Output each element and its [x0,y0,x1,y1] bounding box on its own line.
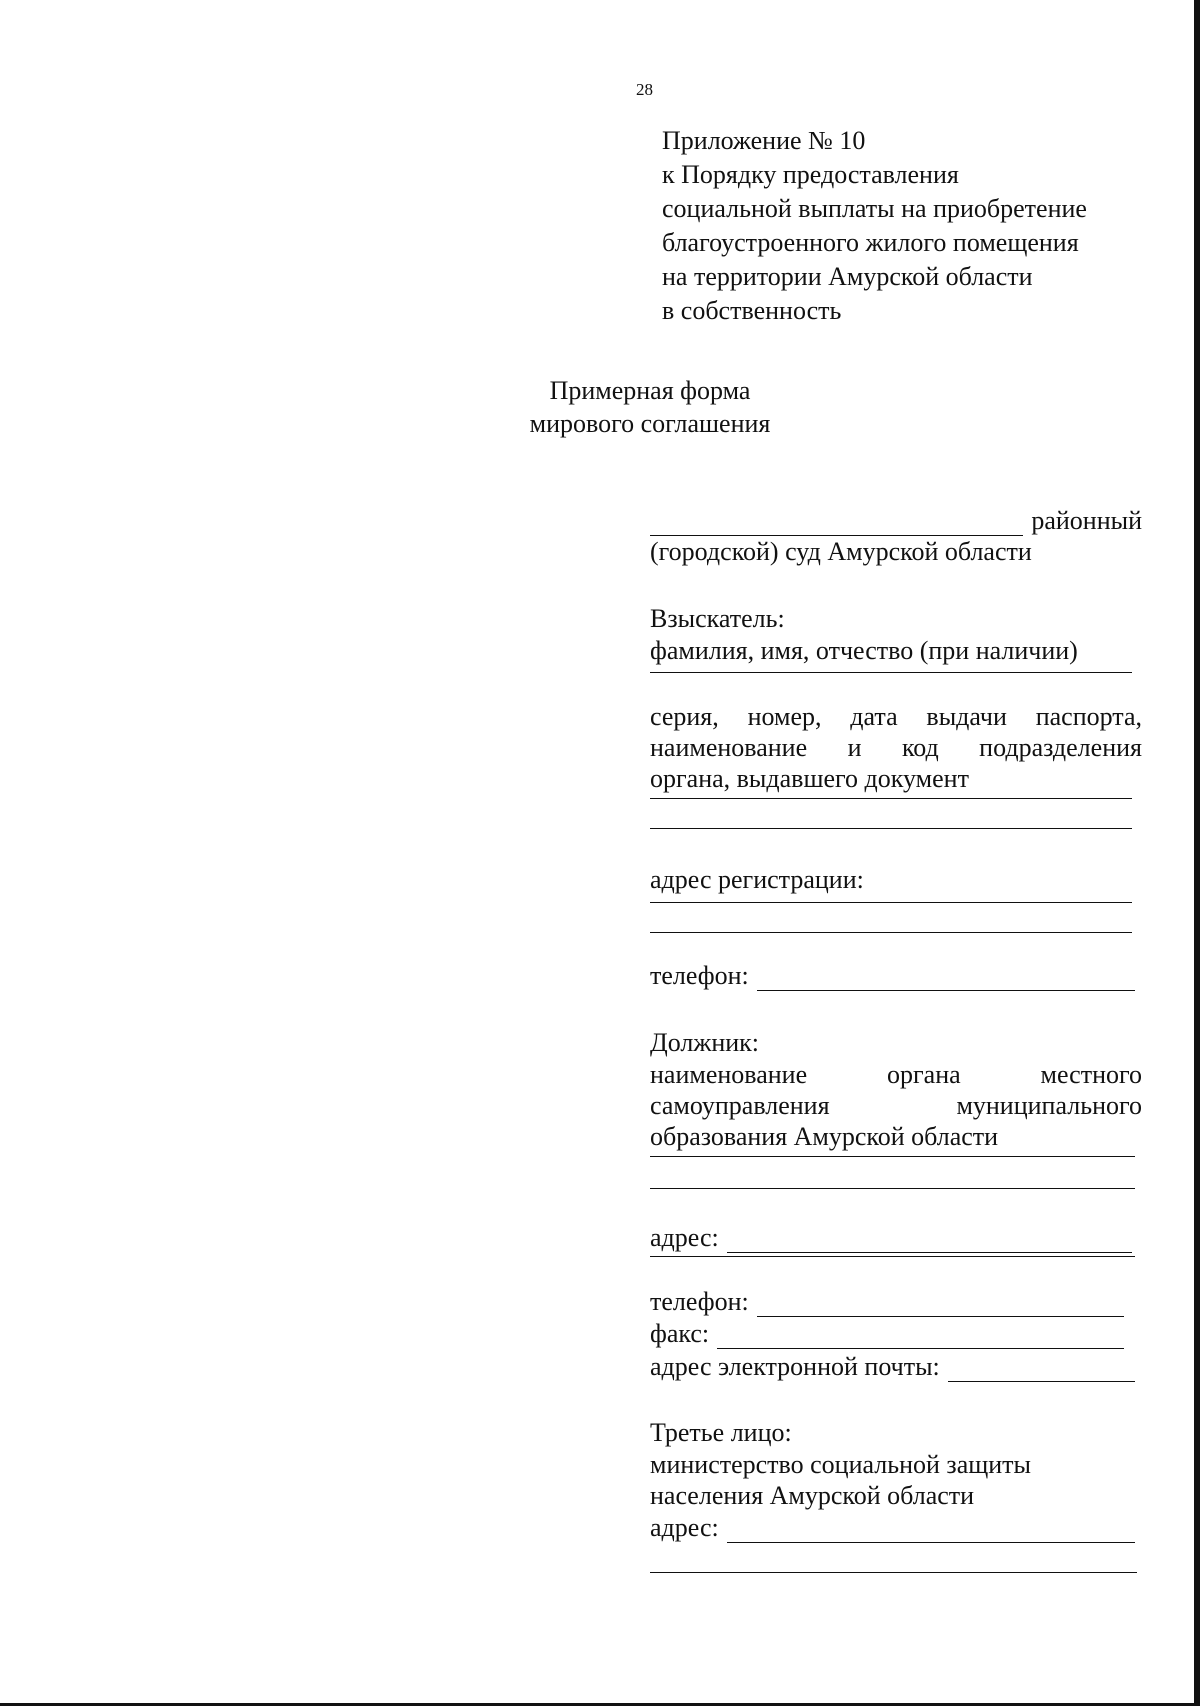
debtor-desc-line: самоуправления муниципального [650,1091,1142,1120]
debtor-name-blank-2[interactable] [650,1188,1135,1189]
debtor-phone-blank[interactable] [757,1292,1124,1317]
third-party-address-blank-2[interactable] [650,1572,1137,1573]
debtor-email-blank[interactable] [948,1357,1135,1382]
page-number: 28 [636,80,653,99]
debtor-address-row [650,1222,1132,1253]
claimant-name-label: фамилия, имя, отчество (при наличии) [650,636,1078,665]
claimant-passport-blank-2[interactable] [650,828,1132,829]
third-party-address-row [650,1512,1135,1543]
form-title-line1: Примерная форма [549,376,751,405]
debtor-email-row [650,1351,1135,1382]
debtor-address-label: адрес: [650,1223,719,1252]
third-party-name-line: министерство социальной защиты [650,1450,1032,1479]
debtor-desc-line: образования Амурской области [650,1122,999,1151]
claimant-passport-label [650,701,1142,794]
form-title-line2: мирового соглашения [529,409,771,438]
third-party-name [650,1449,1142,1511]
claimant-name-blank[interactable] [650,672,1132,673]
claimant-heading: Взыскатель: [650,604,785,633]
claimant-phone-label: телефон: [650,961,749,990]
third-party-heading: Третье лицо: [650,1418,792,1447]
debtor-desc [650,1059,1142,1152]
court-block [650,505,1142,567]
form-title [0,374,1200,440]
debtor-phone-label: телефон: [650,1287,749,1316]
claimant-phone-blank[interactable] [757,966,1135,991]
passport-line: органа, выдавшего документ [650,764,969,793]
court-name-blank[interactable] [650,509,1023,536]
appendix-header [662,124,1087,328]
court-suffix: районный [1031,506,1142,535]
appendix-line: Приложение № 10 [662,126,866,155]
appendix-line: на территории Амурской области [662,262,1033,291]
debtor-name-blank-1[interactable] [650,1156,1135,1157]
debtor-heading: Должник: [650,1028,760,1057]
claimant-phone-row [650,960,1135,991]
court-line2: (городской) суд Амурской области [650,537,1032,566]
passport-line: серия, номер, дата выдачи паспорта, [650,702,1142,731]
debtor-address-blank-2[interactable] [650,1256,1135,1257]
scan-edge-right [1194,0,1200,1706]
debtor-fax-label: факс: [650,1319,710,1348]
third-party-address-label: адрес: [650,1513,719,1542]
appendix-line: к Порядку предоставления [662,160,959,189]
appendix-line: социальной выплаты на приобретение [662,194,1087,223]
debtor-address-blank[interactable] [727,1228,1132,1253]
claimant-passport-blank-1[interactable] [650,798,1132,799]
claimant-address-blank-1[interactable] [650,902,1132,903]
passport-line: наименование и код подразделения [650,733,1142,762]
debtor-desc-line: наименование органа местного [650,1060,1142,1089]
debtor-fax-row [650,1318,1124,1349]
appendix-line: в собственность [662,296,842,325]
claimant-address-blank-2[interactable] [650,932,1132,933]
third-party-name-line: населения Амурской области [650,1481,975,1510]
debtor-phone-row [650,1286,1124,1317]
claimant-address-label: адрес регистрации: [650,865,864,894]
third-party-address-blank[interactable] [727,1518,1135,1543]
appendix-line: благоустроенного жилого помещения [662,228,1079,257]
debtor-email-label: адрес электронной почты: [650,1352,940,1381]
debtor-fax-blank[interactable] [717,1324,1124,1349]
